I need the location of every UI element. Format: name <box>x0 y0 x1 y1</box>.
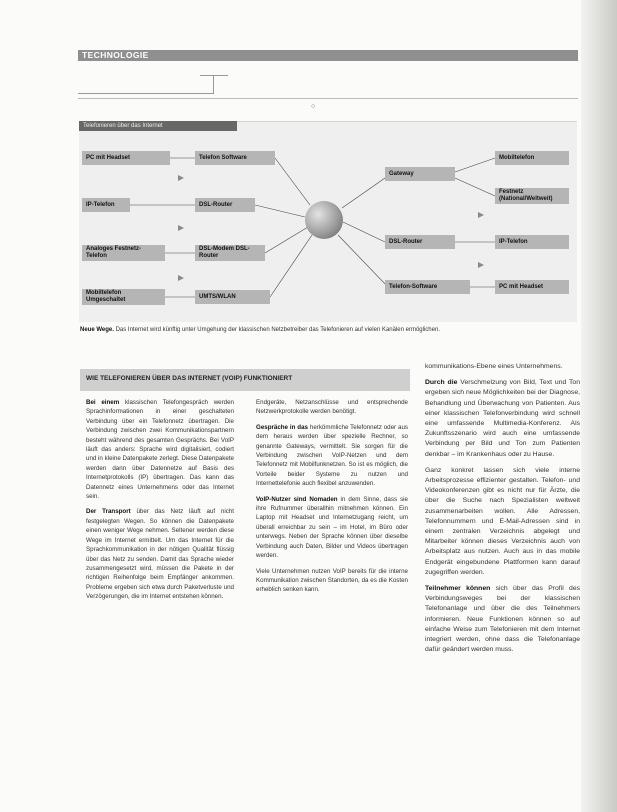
node-telefon-software-right: Telefon-Software <box>385 280 470 294</box>
node-umts-wlan: UMTS/WLAN <box>195 290 270 304</box>
node-analog-telefon: Analoges Festnetz-Telefon <box>82 245 165 261</box>
section-label: TECHNOLOGIE <box>82 50 149 60</box>
node-gateway: Gateway <box>385 167 455 181</box>
node-ip-telefon-right: IP-Telefon <box>495 235 569 249</box>
paragraph: Viele Unternehmen nutzen VoIP bereits für die interne Kommunikation zwischen Standorten, da es die Kosten erheblich senken kann. <box>256 567 408 594</box>
node-ip-telefon: IP-Telefon <box>82 198 130 212</box>
paragraph: Ganz konkret lassen sich viele interne Arbeitsprozesse effizienter gestalten. Telefon- und Videokonferenzen gibt es nicht nur für Ärzte, die über die Suche nach Spezialisten weltweit zusammenarbeiten wollen. Alle Adressen, Telefonnummern und E-Mail-Adressen sind in einem zentralen Verzeichnis abgelegt und Mitarbeiter können dieses Verzeichnis auch von Arbeitsplatz aus nutzen. Auch aus in das mobile Endgerät eingebundene Plattformen kann darauf zugegriffen werden. <box>425 466 580 576</box>
registration-mark-icon: ○ <box>311 103 316 110</box>
article-column-2 <box>256 398 408 601</box>
figure-caption: Neue Wege. Das Internet wird künftig unter Umgehung der klassischen Netzbetreiber das Telefonieren auf vielen Kanälen ermöglichen. <box>80 327 440 333</box>
node-dsl-modem: DSL-Modem DSL-Router <box>195 245 265 261</box>
paragraph: Bei einem klassischen Telefongespräch werden Sprachinformationen in einer geschalteten Verbindung über ein Telefonnetz übertragen. Die Verbindung zwischen zwei Kommunikationspartnern besteht während des gesamten Gesprächs. Bei VoIP läuft das anders: Sprache wird digitalisiert, codiert und in kleine Datenpakete zerlegt. Diese Datenpakete werden dann über Datennetze auf Basis des Internetprotokolls (IP) übertragen. Das kann das Datennetz eines Unternehmens oder das Internet sein. <box>86 399 235 501</box>
node-pc-headset-right: PC mit Headset <box>495 280 569 294</box>
paragraph: Durch die Verschmelzung von Bild, Text und Ton ergeben sich neue Möglichkeiten bei der Diagnose, Behandlung und Überwachung von Patienten. Aus einer klassischen Telefonverbindung wird schnell eine umfassende Multimedia-Konferenz. Als Zukunftsszenario wird auch eine umfassende Verbindung per Bild und Ton zum Patienten denkbar – im Krankenhaus oder zu Hause. <box>425 379 580 458</box>
node-telefon-software: Telefon Software <box>195 151 275 165</box>
node-mobiltelefon-right: Mobiltelefon <box>495 151 569 165</box>
node-dsl-router: DSL-Router <box>195 198 255 212</box>
infobox-title: WIE TELEFONIEREN ÜBER DAS INTERNET (VOIP) FUNKTIONIERT <box>80 369 410 391</box>
paragraph: Teilnehmer können sich über das Profil des Verbindungsweges bei der klassischen Telefonanlage und über die des Teilnehmers informieren. Neue Funktionen können so auf einfache Weise zum Telefonieren mit dem Internet integriert werden, ohne dass die Telefonanlage dafür geändert werden muss. <box>425 585 581 654</box>
article-column-3 <box>425 362 580 661</box>
diagram-title: Telefonieren über das Internet <box>79 121 237 131</box>
node-dsl-router-right: DSL-Router <box>385 235 455 249</box>
paragraph: kommunikations-Ebene eines Unternehmens. <box>425 363 563 370</box>
article-column-1 <box>86 398 234 608</box>
paragraph: Endgeräte, Netzanschlüsse und entsprechende Netzwerkprotokolle werden benötigt. <box>256 399 408 416</box>
node-mobiltelefon: Mobiltelefon Umgeschaltet <box>82 289 165 305</box>
paragraph: VoIP-Nutzer sind Nomaden in dem Sinne, dass sie ihre Rufnummer überallhin mitnehmen können. Ein Laptop mit Headset und Internetzugang reicht, um überall erreichbar zu sein – im Hotel, im Büro oder unterwegs. Neben der Sprache können über dieselbe Verbindung auch Daten, Bilder und Videos übertragen werden. <box>256 495 408 560</box>
paragraph: Gespräche in das herkömmliche Telefonnetz oder aus dem heraus werden über spezielle Rechner, so genannte Gateways, vermittelt. Sie sorgen für die Verbindung zwischen VoIP-Netzen und dem Telefonnetz mit Mobilfunknetzen. So ist es möglich, die Vorteile beider Systeme zu nutzen und Internettelefonie auch flexibel anzuwenden. <box>256 423 408 488</box>
node-pc-headset: PC mit Headset <box>82 151 170 165</box>
internet-globe-icon <box>305 201 343 239</box>
paragraph: Der Transport über das Netz läuft auf nicht festgelegten Wegen. So können die Datenpakete einen weniger Wege nehmen. Seltener werden diese Wege im Internet ermittelt. Um das Internet für die Sprachkommunikation in der nötigen Qualität flüssig über das Netz zu senden. Damit das Sprache wieder zusammengesetzt wird, müssen die Pakete in der richtigen Reihenfolge beim Empfänger ankommen. Probleme ergeben sich etwa durch Paketverluste und Verzögerungen, die im Internet entstehen können. <box>86 508 234 601</box>
node-festnetz: Festnetz (National/Weltweit) <box>495 188 569 204</box>
